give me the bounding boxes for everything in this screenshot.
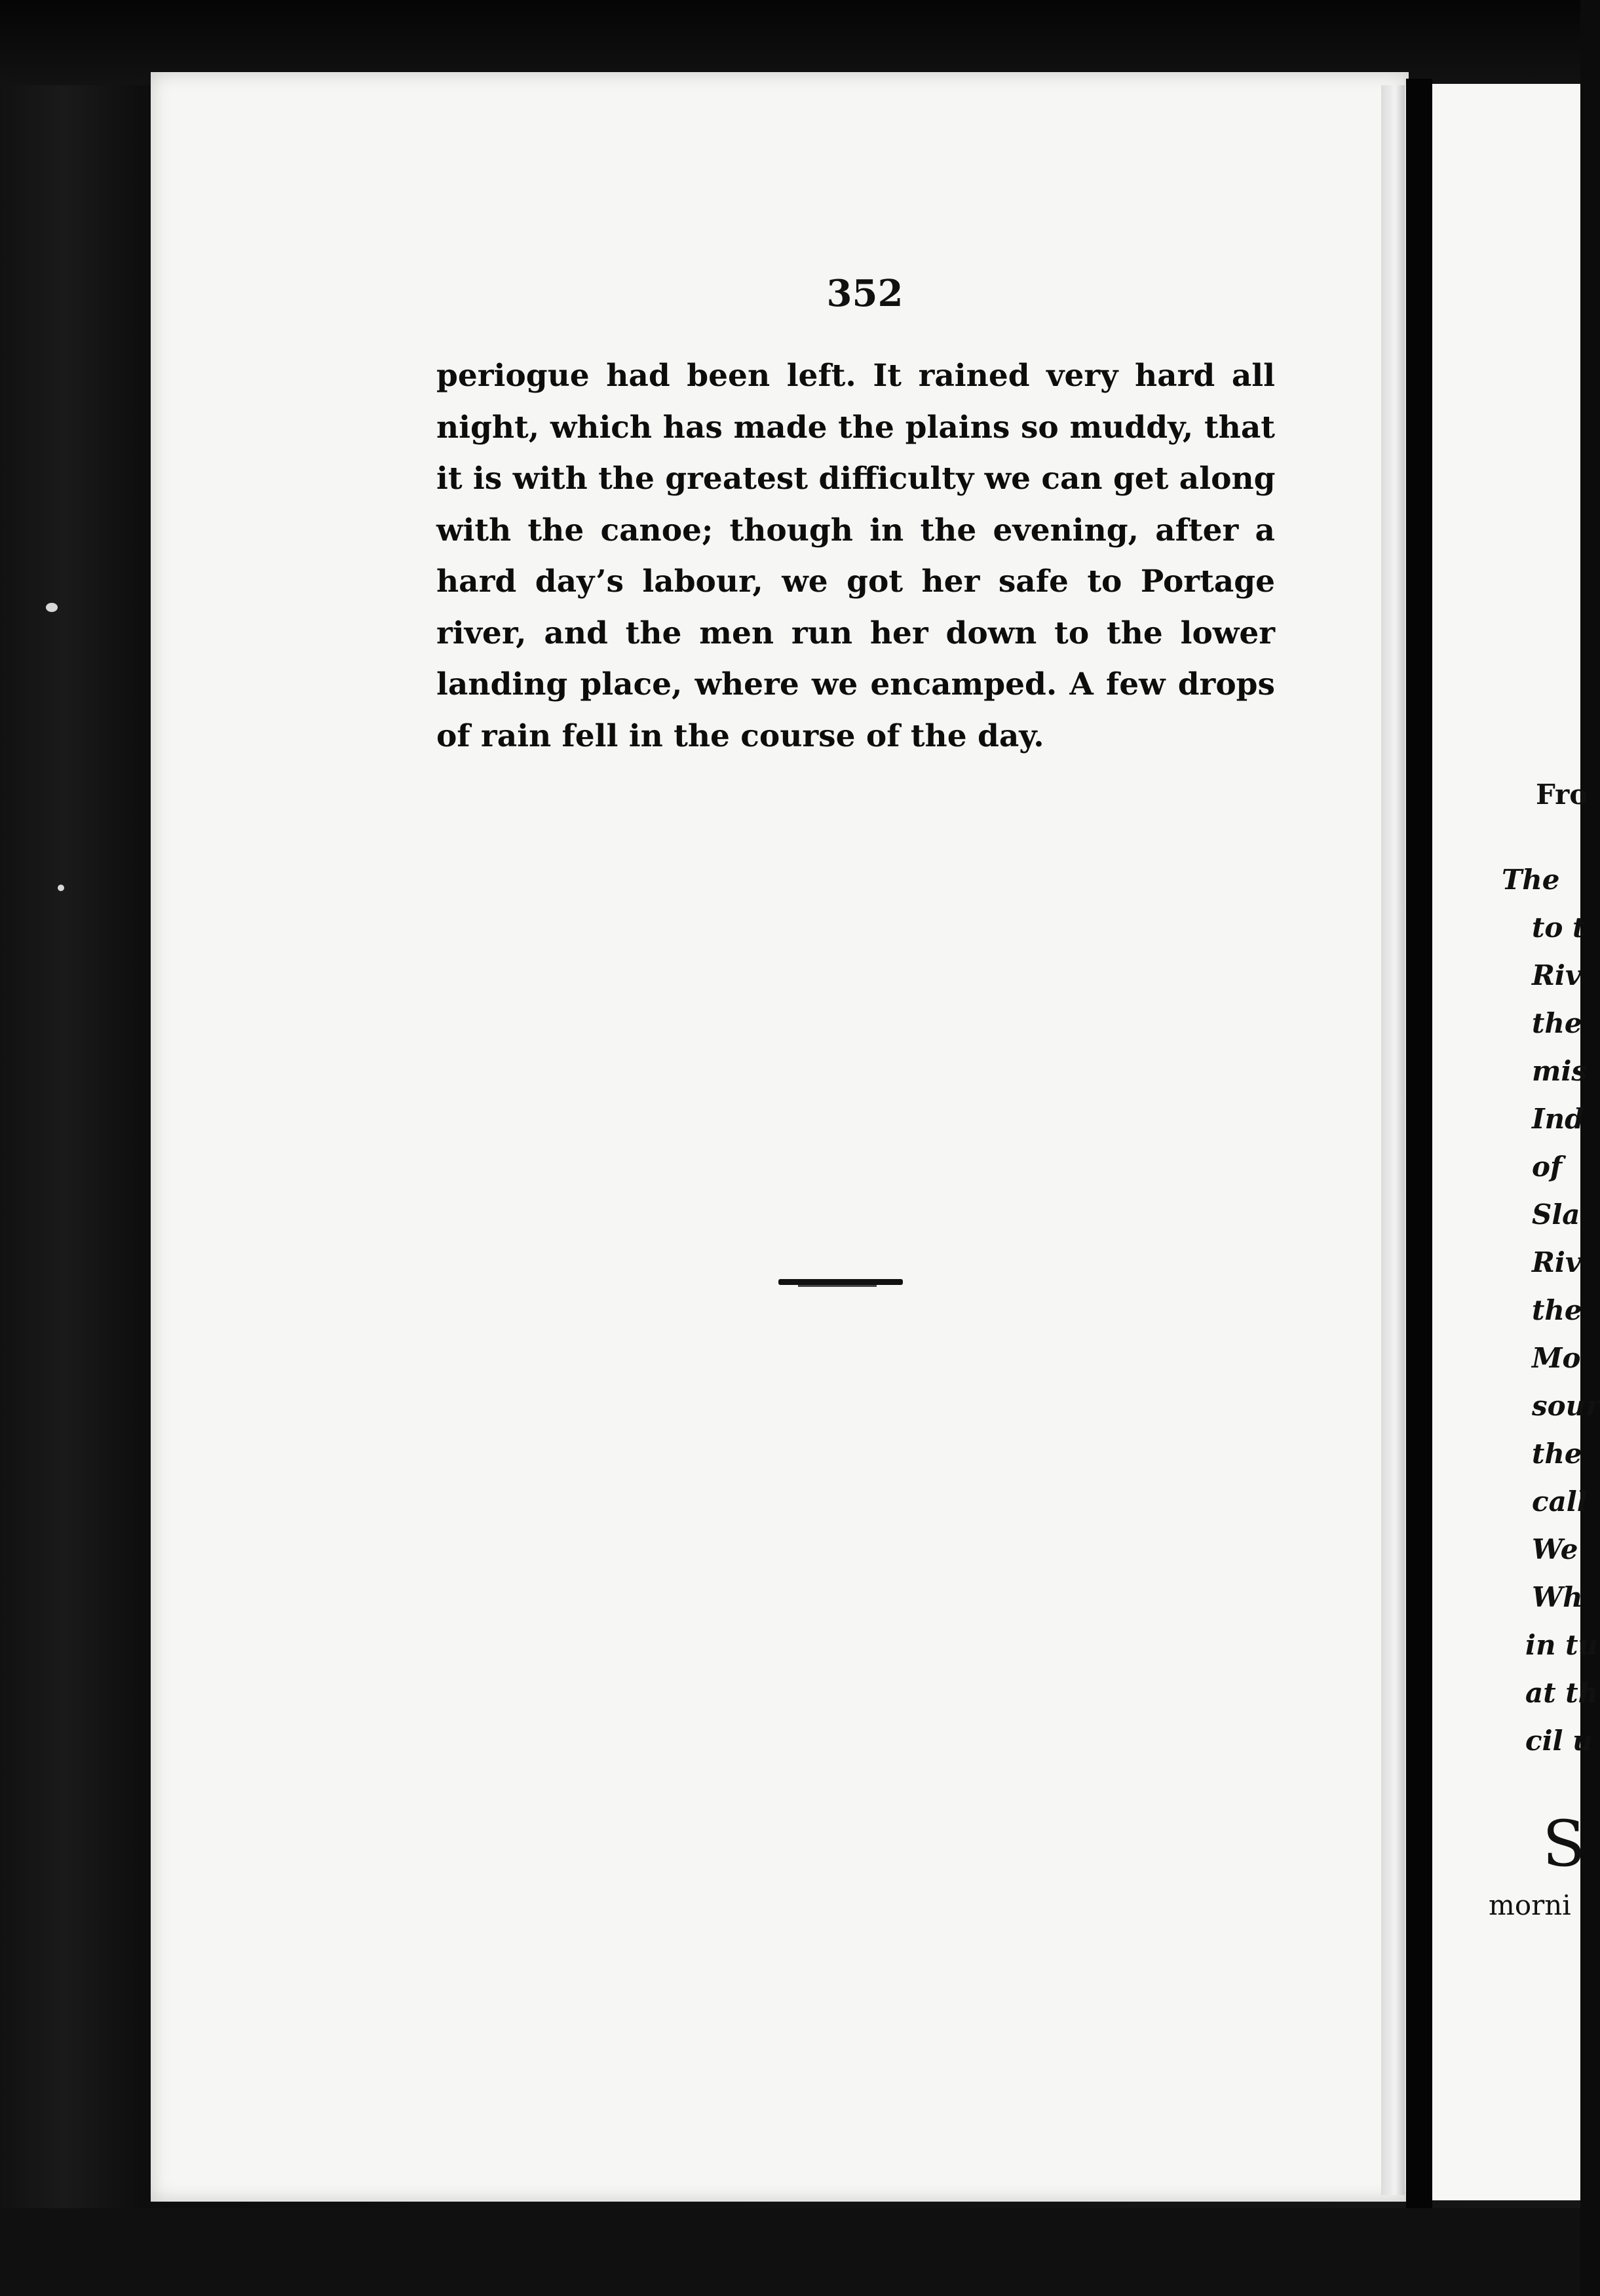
scan-speck [58,885,64,891]
right-page-line: We [1532,1533,1578,1565]
text-line: it is with the greatest difficulty we can get along [436,461,1276,497]
right-page-drop-cap: S [1542,1807,1586,1881]
right-page-line: Ind [1532,1103,1584,1135]
right-page-line: cil u [1525,1725,1593,1757]
page-number: 352 [826,272,904,315]
right-page-fragment [1432,84,1600,2200]
right-page-line: Mo [1532,1342,1581,1374]
right-page-line: call [1532,1485,1588,1518]
scan-bottom-shadow [0,2208,1580,2296]
text-line: hard day’s labour, we got her safe to Portage [436,564,1275,600]
text-line: of rain fell in the course of the day. [436,718,1044,754]
right-page-line: of [1532,1151,1563,1183]
left-page-edge [1381,85,1405,2195]
right-page-line: sour [1532,1390,1600,1422]
section-divider-rule [778,1279,903,1285]
right-page-line: Wh [1532,1581,1583,1613]
right-page-line: in tu [1525,1629,1599,1661]
body-text [436,351,1275,762]
scan-speck [46,603,58,612]
right-page-line: The [1502,864,1560,896]
text-line: with the canoe; though in the evening, after a [436,512,1275,548]
right-page-heading-fragment: Fro [1536,778,1588,811]
text-line: night, which has made the plains so muddy, that [436,409,1275,446]
right-page-line: Sla [1532,1198,1580,1231]
text-line: periogue had been left. It rained very hard all [436,358,1275,394]
right-page-line: to t [1532,911,1586,944]
right-page-line: Riv [1532,1246,1582,1278]
right-page-line: the [1532,1438,1582,1470]
right-page-line: mis [1532,1055,1588,1087]
right-page-line: at th [1525,1677,1599,1709]
right-page-line: the [1532,1007,1582,1039]
text-line: river, and the men run her down to the lower [436,615,1275,651]
right-page-line: Riv [1532,959,1582,991]
right-page-line: the [1532,1294,1582,1326]
book-gutter [1406,79,1432,2296]
text-line: landing place, where we encamped. A few drops [436,666,1275,702]
right-page-line: morni [1489,1889,1571,1921]
